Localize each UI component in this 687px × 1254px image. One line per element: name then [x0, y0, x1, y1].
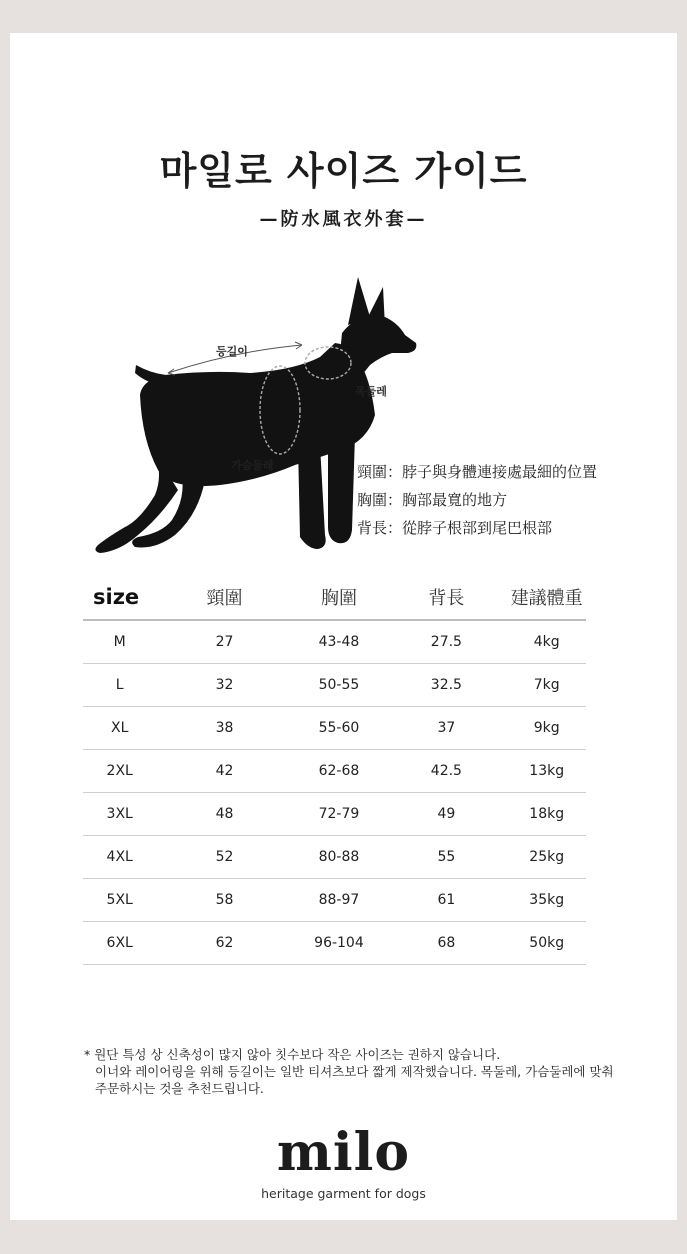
page-subtitle: —防水風衣外套— [259, 209, 428, 230]
cell-chest: 62-68 [293, 750, 386, 793]
cell-size: 3XL [83, 793, 156, 836]
header-chest: 胸圍 [293, 575, 386, 620]
cell-weight: 25kg [507, 836, 586, 879]
table-row [83, 922, 586, 965]
header-size: size [83, 575, 156, 620]
cell-back: 61 [385, 879, 507, 922]
cell-chest: 72-79 [293, 793, 386, 836]
page-title: 마일로 사이즈 가이드 [159, 149, 528, 193]
cell-weight: 35kg [507, 879, 586, 922]
neck-label: 목둘레 [355, 385, 387, 398]
cell-weight: 4kg [507, 620, 586, 664]
cell-neck: 27 [156, 620, 292, 664]
cell-weight: 13kg [507, 750, 586, 793]
cell-size: 6XL [83, 922, 156, 965]
table-row [83, 707, 586, 750]
definition-neck: 頸圍：脖子與身體連接處最細的位置 [357, 463, 598, 481]
fit-notice [84, 1046, 614, 1097]
cell-back: 68 [385, 922, 507, 965]
cell-neck: 62 [156, 922, 292, 965]
measurement-definitions [357, 458, 597, 542]
cell-chest: 43-48 [293, 620, 386, 664]
size-table [83, 575, 586, 965]
table-row [83, 879, 586, 922]
cell-chest: 55-60 [293, 707, 386, 750]
table-row [83, 664, 586, 707]
cell-neck: 32 [156, 664, 292, 707]
cell-chest: 88-97 [293, 879, 386, 922]
header-back: 背長 [385, 575, 507, 620]
header-weight: 建議體重 [507, 575, 586, 620]
table-row [83, 620, 586, 664]
cell-neck: 52 [156, 836, 292, 879]
definition-back: 背長：從脖子根部到尾巴根部 [357, 519, 553, 537]
cell-size: 4XL [83, 836, 156, 879]
cell-back: 27.5 [385, 620, 507, 664]
table-row [83, 836, 586, 879]
cell-chest: 50-55 [293, 664, 386, 707]
cell-size: XL [83, 707, 156, 750]
cell-back: 55 [385, 836, 507, 879]
chest-label: 가슴둘레 [231, 459, 274, 472]
cell-back: 49 [385, 793, 507, 836]
table-row [83, 750, 586, 793]
cell-neck: 48 [156, 793, 292, 836]
table-header-row [83, 575, 586, 620]
note-line: 이너와 레이어링을 위해 등길이는 일반 티셔츠보다 짧게 제작했습니다. 목둘레, 가슴둘레에 맞춰 [95, 1064, 614, 1079]
cell-size: 5XL [83, 879, 156, 922]
cell-weight: 50kg [507, 922, 586, 965]
brand-logo: milo [276, 1122, 411, 1183]
cell-back: 37 [385, 707, 507, 750]
cell-chest: 80-88 [293, 836, 386, 879]
cell-size: 2XL [83, 750, 156, 793]
cell-size: L [83, 664, 156, 707]
cell-neck: 58 [156, 879, 292, 922]
note-line: 주문하시는 것을 추천드립니다. [95, 1081, 264, 1096]
note-line: * 원단 특성 상 신축성이 많지 않아 칫수보다 작은 사이즈는 권하지 않습니다. [84, 1047, 501, 1062]
cell-neck: 38 [156, 707, 292, 750]
cell-size: M [83, 620, 156, 664]
cell-weight: 7kg [507, 664, 586, 707]
definition-chest: 胸圍：胸部最寬的地方 [357, 491, 508, 509]
cell-weight: 18kg [507, 793, 586, 836]
header-neck: 頸圍 [156, 575, 292, 620]
cell-chest: 96-104 [293, 922, 386, 965]
back-length-label: 등길이 [216, 345, 248, 358]
cell-neck: 42 [156, 750, 292, 793]
brand-tagline: heritage garment for dogs [261, 1186, 426, 1201]
cell-weight: 9kg [507, 707, 586, 750]
cell-back: 42.5 [385, 750, 507, 793]
table-row [83, 793, 586, 836]
cell-back: 32.5 [385, 664, 507, 707]
